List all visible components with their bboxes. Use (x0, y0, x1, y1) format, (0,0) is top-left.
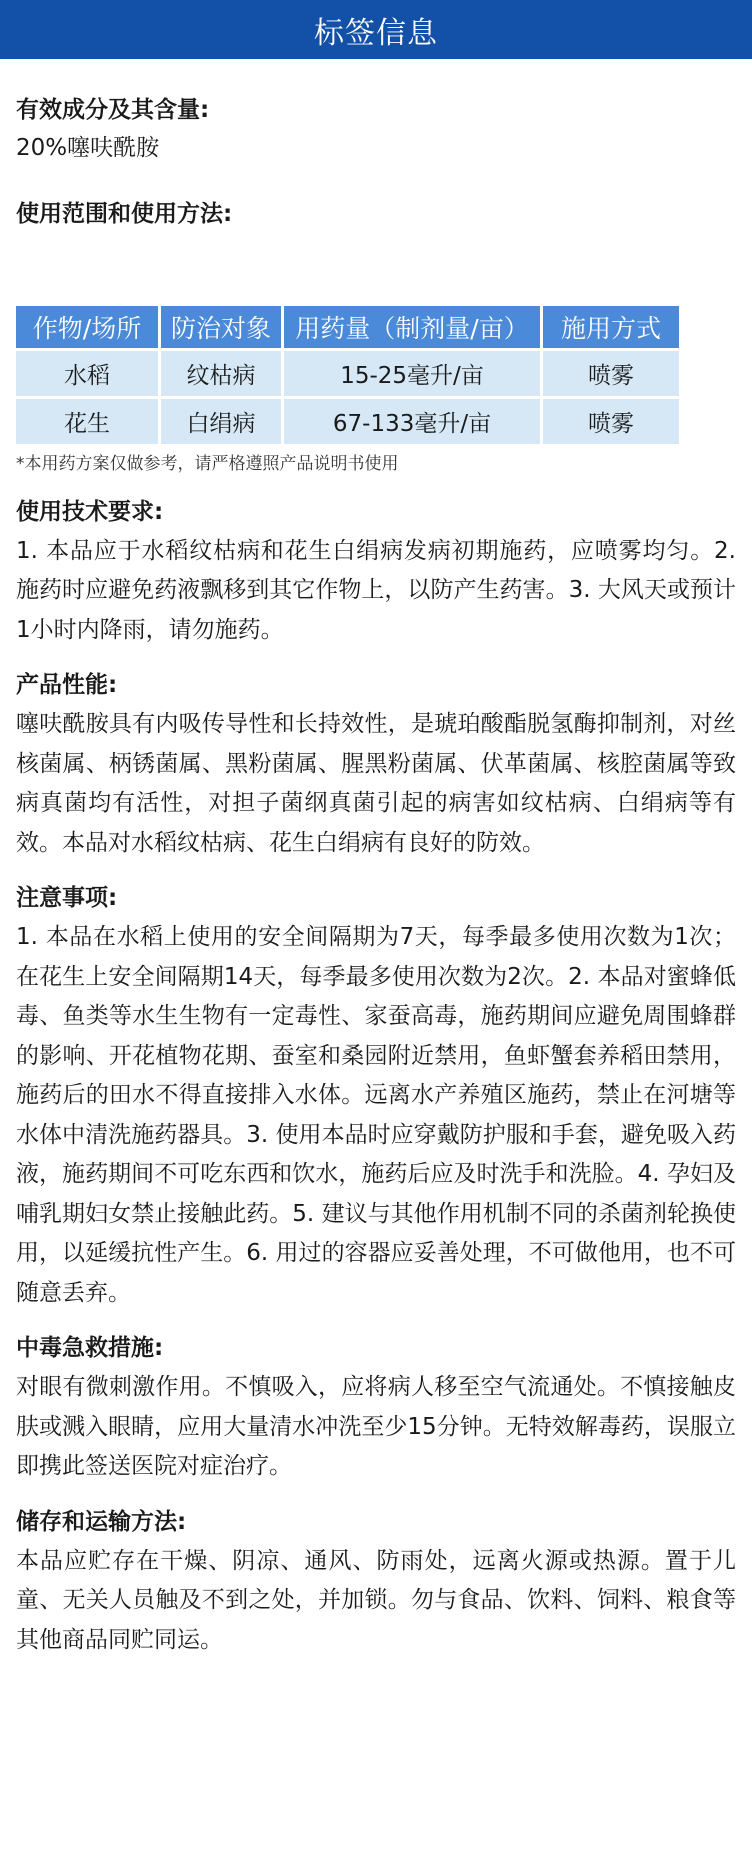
performance-section (16, 668, 736, 863)
usage-scope-title: 使用范围和使用方法: (16, 200, 233, 227)
column-header-crop: 作物/场所 (16, 306, 158, 348)
ingredients-value: 20%噻呋酰胺 (16, 135, 160, 161)
first-aid-title: 中毒急救措施: (16, 1335, 164, 1361)
first-aid-section (16, 1331, 736, 1487)
table-row (16, 351, 679, 396)
table-cell-crop: 花生 (16, 399, 158, 444)
ingredients-title: 有效成分及其含量: (16, 97, 210, 123)
performance-body: 噻呋酰胺具有内吸传导性和长持效性，是琥珀酸酯脱氢酶抑制剂，对丝核菌属、柄锈菌属、黑粉菌属、腥黑粉菌属、伏革菌属、核腔菌属等致病真菌均有活性，对担子菌纲真菌引起的病害如纹枯病、白绢病等有效。本品对水稻纹枯病、花生白绢病有良好的防效。 (16, 711, 736, 856)
tech-section (16, 495, 736, 651)
table-cell-crop: 水稻 (16, 351, 158, 396)
tech-body: 1. 本品应于水稻纹枯病和花生白绢病发病初期施药，应喷雾均匀。2. 施药时应避免药液飘移到其它作物上，以防产生药害。3. 大风天或预计1小时内降雨，请勿施药。 (16, 537, 736, 643)
cautions-title: 注意事项: (16, 885, 118, 911)
table-row (16, 399, 679, 444)
table-cell-dosage: 67-133毫升/亩 (284, 399, 540, 444)
performance-title: 产品性能: (16, 672, 118, 698)
table-cell-method: 喷雾 (543, 399, 679, 444)
first-aid-body: 对眼有微刺激作用。不慎吸入，应将病人移至空气流通处。不慎接触皮肤或溅入眼睛，应用大量清水冲洗至少15分钟。无特效解毒药，误服立即携此签送医院对症治疗。 (16, 1374, 736, 1479)
label-content (0, 59, 752, 1660)
column-header-method: 施用方式 (543, 306, 679, 348)
storage-body: 本品应贮存在干燥、阴凉、通风、防雨处，远离火源或热源。置于儿童、无关人员触及不到之处，并加锁。勿与食品、饮料、饲料、粮食等其他商品同贮同运。 (16, 1547, 736, 1653)
table-header-row (16, 306, 679, 348)
table-cell-dosage: 15-25毫升/亩 (284, 351, 540, 396)
storage-section (16, 1505, 736, 1661)
column-header-target: 防治对象 (161, 306, 281, 348)
tech-title: 使用技术要求: (16, 498, 164, 525)
storage-title: 储存和运输方法: (16, 1508, 187, 1535)
page-title: 标签信息 (314, 15, 438, 51)
table-note: *本用药方案仅做参考，请严格遵照产品说明书使用 (16, 453, 399, 474)
usage-table-wrapper (16, 303, 736, 477)
cautions-body: 1. 本品在水稻上使用的安全间隔期为7天，每季最多使用次数为1次；在花生上安全间隔期14天，每季最多使用次数为2次。2. 本品对蜜蜂低毒、鱼类等水生生物有一定毒性、家蚕高毒，施药期间应避免周围蜂群的影响、开花植物花期、蚕室和桑园附近禁用，鱼虾蟹套养稻田禁用，施药后的田水不得直接排入水体。远离水产养殖区施药，禁止在河塘等水体中清洗施药器具。3. 使用本品时应穿戴防护服和手套，避免吸入药液，施药期间不可吃东西和饮水，施药后应及时洗手和洗脸。4. 孕妇及哺乳期妇女禁止接触此药。5. 建议与其他作用机制不同的杀菌剂轮换使用，以延缓抗性产生。6. 用过的容器应妥善处理，不可做他用，也不可随意丢弃。 (16, 924, 736, 1306)
table-cell-method: 喷雾 (543, 351, 679, 396)
table-cell-target: 纹枯病 (161, 351, 281, 396)
page-header (0, 0, 752, 59)
column-header-dosage: 用药量（制剂量/亩） (284, 306, 540, 348)
table-cell-target: 白绢病 (161, 399, 281, 444)
cautions-section (16, 881, 736, 1313)
usage-table (13, 303, 682, 447)
